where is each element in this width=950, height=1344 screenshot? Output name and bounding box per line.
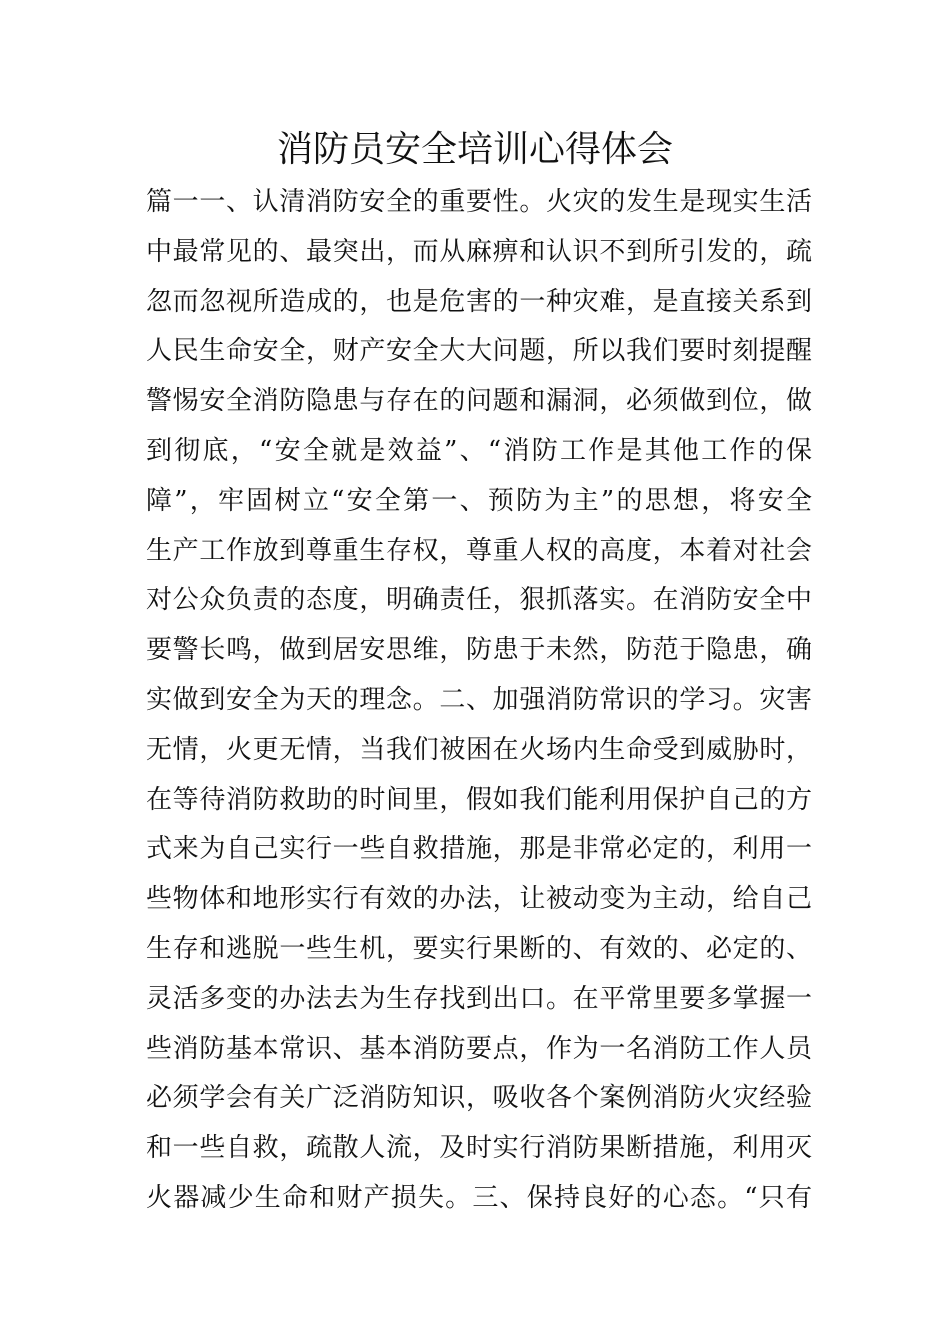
body-text-line: 必须学会有关广泛消防知识，吸收各个案例消防火灾经验 [146, 1083, 812, 1114]
body-text-line: 篇一一、认清消防安全的重要性。火灾的发生是现实生活 [146, 187, 812, 217]
body-text-line: 生存和逃脱一些生机，要实行果断的、有效的、必定的、 [146, 933, 812, 964]
body-text-line: 中最常见的、最突出，而从麻痹和认识不到所引发的，疏 [146, 236, 812, 267]
body-text-line: 和一些自救，疏散人流，及时实行消防果断措施，利用灭 [146, 1133, 812, 1164]
body-text-line: 生产工作放到尊重生存权，尊重人权的高度，本着对社会 [146, 535, 812, 566]
body-text-line: 对公众负责的态度，明确责任，狠抓落实。在消防安全中 [146, 585, 812, 616]
body-text-line: 些物体和地形实行有效的办法，让被动变为主动，给自己 [146, 884, 812, 915]
body-text-line: 警惕安全消防隐患与存在的问题和漏洞，必须做到位，做 [146, 386, 812, 417]
body-text-line: 在等待消防救助的时间里，假如我们能利用保护自己的方 [146, 784, 812, 815]
document-title: 消防员安全培训心得体会 [276, 129, 673, 170]
body-text-line: 到彻底，“安全就是效益”、“消防工作是其他工作的保 [146, 435, 812, 466]
body-text-line: 实做到安全为天的理念。二、加强消防常识的学习。灾害 [146, 684, 812, 715]
document-body [146, 178, 812, 1224]
body-text-line: 灵活多变的办法去为生存找到出口。在平常里要多掌握一 [146, 983, 812, 1014]
body-text-line: 忽而忽视所造成的，也是危害的一种灾难，是直接关系到 [146, 286, 812, 317]
body-text-line: 要警长鸣，做到居安思维，防患于未然，防范于隐患，确 [146, 635, 812, 666]
body-text-line: 式来为自己实行一些自救措施，那是非常必定的，利用一 [146, 834, 812, 865]
body-text-line: 人民生命安全，财产安全大大问题，所以我们要时刻提醒 [146, 336, 812, 367]
body-text-line: 障”，牢固树立“安全第一、预防为主”的思想，将安全 [146, 485, 812, 516]
body-text-line: 火器减少生命和财产损失。三、保持良好的心态。“只有 [146, 1182, 812, 1213]
body-text-line: 无情，火更无情，当我们被困在火场内生命受到威胁时， [146, 734, 812, 765]
body-text-line: 些消防基本常识、基本消防要点，作为一名消防工作人员 [146, 1033, 812, 1064]
